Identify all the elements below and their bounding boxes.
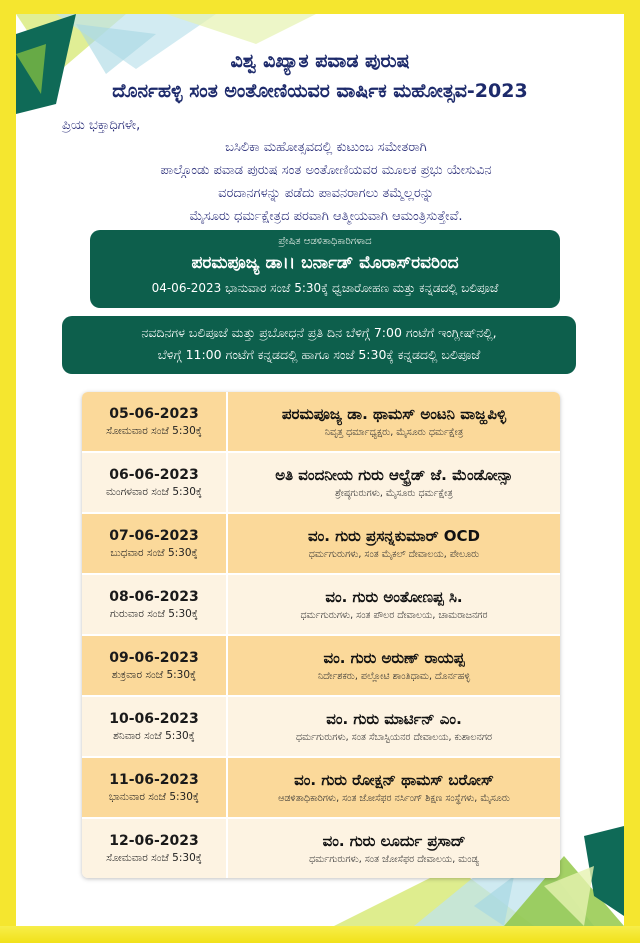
schedule-date-cell [82, 636, 228, 695]
celebrant-name: ಅತಿ ವಂದನೀಯ ಗುರು ಆಲ್ಫ್ರೆಡ್ ಜೆ. ಮೆಂಡೋನ್ಸಾ [275, 466, 513, 484]
novena-line: ಬೆಳಿಗ್ಗೆ 11:00 ಗಂಟೆಗೆ ಕನ್ನಡದಲ್ಲಿ ಹಾಗೂ ಸಂಜೆ 5:30ಕ್ಕೆ ಕನ್ನಡದಲ್ಲಿ ಬಲಿಪೂಜೆ [157, 347, 481, 362]
celebrant-name: ವಂ. ಗುರು ಅರುಣ್ ರಾಯಪ್ಪ [323, 649, 465, 667]
novena-line: ನವದಿನಗಳ ಬಲಿಪೂಜೆ ಮತ್ತು ಪ್ರಬೋಧನೆ ಪ್ರತಿ ದಿನ ಬೆಳಿಗ್ಗೆ 7:00 ಗಂಟೆಗೆ ಇಂಗ್ಲೀಷ್‌ನಲ್ಲಿ, [141, 325, 497, 340]
schedule-day-time: ಗುರುವಾರ ಸಂಜೆ 5:30ಕ್ಕೆ [109, 607, 198, 620]
celebrant-name: ವಂ. ಗುರು ಲೂರ್ದು ಪ್ರಸಾದ್ [322, 832, 466, 850]
celebrant-role: ಆಡಳಿತಾಧಿಕಾರಿಗಳು, ಸಂತ ಜೋಸೆಫರ ನರ್ಸಿಂಗ್ ಶಿಕ್ಷಣ ಸಂಸ್ಥೆಗಳು, ಮೈಸೂರು [278, 793, 510, 804]
schedule-date-cell [82, 575, 228, 634]
celebrant-role: ಧರ್ಮಗುರುಗಳು, ಸಂತ ಜೋಸೆಫರ ದೇವಾಲಯ, ಮಂಡ್ಯ [309, 854, 479, 865]
schedule-day-time: ಶುಕ್ರವಾರ ಸಂಜೆ 5:30ಕ್ಕೆ [111, 668, 197, 681]
intro-paragraph [76, 136, 576, 228]
schedule-celebrant-cell [228, 453, 560, 512]
schedule-row [82, 819, 560, 878]
celebrant-role: ನಿವೃತ್ತ ಧರ್ಮಾಧ್ಯಕ್ಷರು, ಮೈಸೂರು ಧರ್ಮಕ್ಷೇತ್ರ [324, 427, 464, 438]
schedule-date: 08-06-2023 [109, 588, 199, 605]
schedule-celebrant-cell [228, 392, 560, 451]
schedule-celebrant-cell [228, 514, 560, 573]
schedule-day-time: ಸೋಮವಾರ ಸಂಜೆ 5:30ಕ್ಕೆ [106, 424, 202, 437]
celebrant-role: ಶ್ರೇಷ್ಠಗುರುಗಳು, ಮೈಸೂರು ಧರ್ಮಕ್ಷೇತ್ರ [335, 488, 453, 499]
novena-box [62, 316, 576, 374]
celebrant-role: ಧರ್ಮಗುರುಗಳು, ಸಂತ ಪೌಲರ ದೇವಾಲಯ, ಚಾಮರಾಜನಗರ [300, 610, 488, 621]
celebrant-role: ಧರ್ಮಗುರುಗಳು, ಸಂತ ಸೆಬಾಸ್ಟಿಯನರ ದೇವಾಲಯ, ಕುಶಾಲನಗರ [296, 732, 492, 743]
flag-box-celebrant: ಪರಮಪೂಜ್ಯ ಡಾ।। ಬರ್ನಾಡ್ ಮೊರಾಸ್‌ರವರಿಂದ [191, 253, 459, 273]
schedule-day-time: ಶನಿವಾರ ಸಂಜೆ 5:30ಕ್ಕೆ [113, 729, 195, 742]
schedule-celebrant-cell [228, 819, 560, 878]
schedule-celebrant-cell [228, 575, 560, 634]
schedule-date-cell [82, 453, 228, 512]
schedule-day-time: ಮಂಗಳವಾರ ಸಂಜೆ 5:30ಕ್ಕೆ [105, 485, 203, 498]
schedule-celebrant-cell [228, 636, 560, 695]
celebrant-role: ಧರ್ಮಗುರುಗಳು, ಸಂತ ಮೈಕಲ್ ದೇವಾಲಯ, ಪೇಲೂರು [308, 549, 480, 560]
intro-line: ಮೈಸೂರು ಧರ್ಮಕ್ಷೇತ್ರದ ಪರವಾಗಿ ಆತ್ಮೀಯವಾಗಿ ಆಮಂತ್ರಿಸುತ್ತೇವೆ. [189, 209, 463, 224]
event-title-line2: ದೊರ್ನಹಳ್ಳಿ ಸಂತ ಅಂತೋಣಿಯವರ ವಾರ್ಷಿಕ ಮಹೋತ್ಸವ-2023 [112, 80, 528, 102]
bottom-border-strip [0, 926, 640, 943]
schedule-celebrant-cell [228, 758, 560, 817]
invitation-card [16, 14, 624, 926]
flag-hoisting-box [90, 230, 560, 308]
schedule-date: 10-06-2023 [109, 710, 199, 727]
schedule-date: 12-06-2023 [109, 832, 199, 849]
celebrant-name: ವಂ. ಗುರು ಅಂತೋಣಪ್ಪ ಸಿ. [325, 588, 463, 606]
schedule-date-cell [82, 514, 228, 573]
schedule-row [82, 636, 560, 697]
schedule-row [82, 453, 560, 514]
schedule-date: 05-06-2023 [109, 405, 199, 422]
intro-line: ಪಾಲ್ಗೊಂಡು ಪವಾಡ ಪುರುಷ ಸಂತ ಅಂತೋಣಿಯವರ ಮೂಲಕ ಪ್ರಭು ಯೇಸುವಿನ [160, 163, 492, 178]
schedule-date: 07-06-2023 [109, 527, 199, 544]
mass-schedule-table [82, 392, 560, 878]
event-title-line1: ವಿಶ್ವ ವಿಖ್ಯಾತ ಪವಾಡ ಪುರುಷ [230, 50, 410, 72]
schedule-row [82, 575, 560, 636]
schedule-day-time: ಬುಧವಾರ ಸಂಜೆ 5:30ಕ್ಕೆ [110, 546, 198, 559]
celebrant-name: ಪರಮಪೂಜ್ಯ ಡಾ. ಥಾಮಸ್ ಅಂಟನಿ ವಾಜ್ಹಪಿಳ್ಳಿ [281, 405, 507, 423]
schedule-row [82, 697, 560, 758]
schedule-date: 11-06-2023 [109, 771, 199, 788]
schedule-row [82, 758, 560, 819]
schedule-date-cell [82, 392, 228, 451]
celebrant-role: ನಿರ್ದೇಶಕರು, ಪಲ್ಲೋಟಿ ಶಾಂತಿಧಾಮ, ದೊರ್ನಹಳ್ಳಿ [317, 671, 471, 682]
schedule-date-cell [82, 758, 228, 817]
schedule-row [82, 392, 560, 453]
intro-line: ಬಸಿಲಿಕಾ ಮಹೋತ್ಸವದಲ್ಲಿ ಕುಟುಂಬ ಸಮೇತರಾಗಿ [225, 140, 427, 155]
schedule-date: 06-06-2023 [109, 466, 199, 483]
schedule-date-cell [82, 697, 228, 756]
celebrant-name: ವಂ. ಗುರು ಮಾರ್ಟಿನ್ ಎಂ. [326, 710, 462, 728]
intro-line: ವರದಾನಗಳನ್ನು ಪಡೆದು ಪಾವನರಾಗಲು ತಮ್ಮೆಲ್ಲರನ್ನು [218, 186, 434, 201]
celebrant-name: ವಂ. ಗುರು ಪ್ರಸನ್ನಕುಮಾರ್ OCD [308, 527, 480, 545]
schedule-row [82, 514, 560, 575]
greeting: ಪ್ರಿಯ ಭಕ್ತಾಧಿಗಳೇ, [62, 118, 141, 133]
schedule-date-cell [82, 819, 228, 878]
schedule-celebrant-cell [228, 697, 560, 756]
flag-box-details: 04-06-2023 ಭಾನುವಾರ ಸಂಜೆ 5:30ಕ್ಕೆ ಧ್ವಜಾರೋಹಣ ಮತ್ತು ಕನ್ನಡದಲ್ಲಿ ಬಲಿಪೂಜೆ [151, 281, 499, 295]
flag-box-subtitle: ಪ್ರೇಷಿತ ಆಡಳಿತಾಧಿಕಾರಿಗಳಾದ [278, 236, 372, 247]
schedule-day-time: ಭಾನುವಾರ ಸಂಜೆ 5:30ಕ್ಕೆ [108, 790, 200, 803]
schedule-day-time: ಸೋಮವಾರ ಸಂಜೆ 5:30ಕ್ಕೆ [106, 851, 202, 864]
schedule-date: 09-06-2023 [109, 649, 199, 666]
celebrant-name: ವಂ. ಗುರು ರೋಕ್ಷನ್ ಥಾಮಸ್ ಬರೋಸ್ [294, 771, 494, 789]
